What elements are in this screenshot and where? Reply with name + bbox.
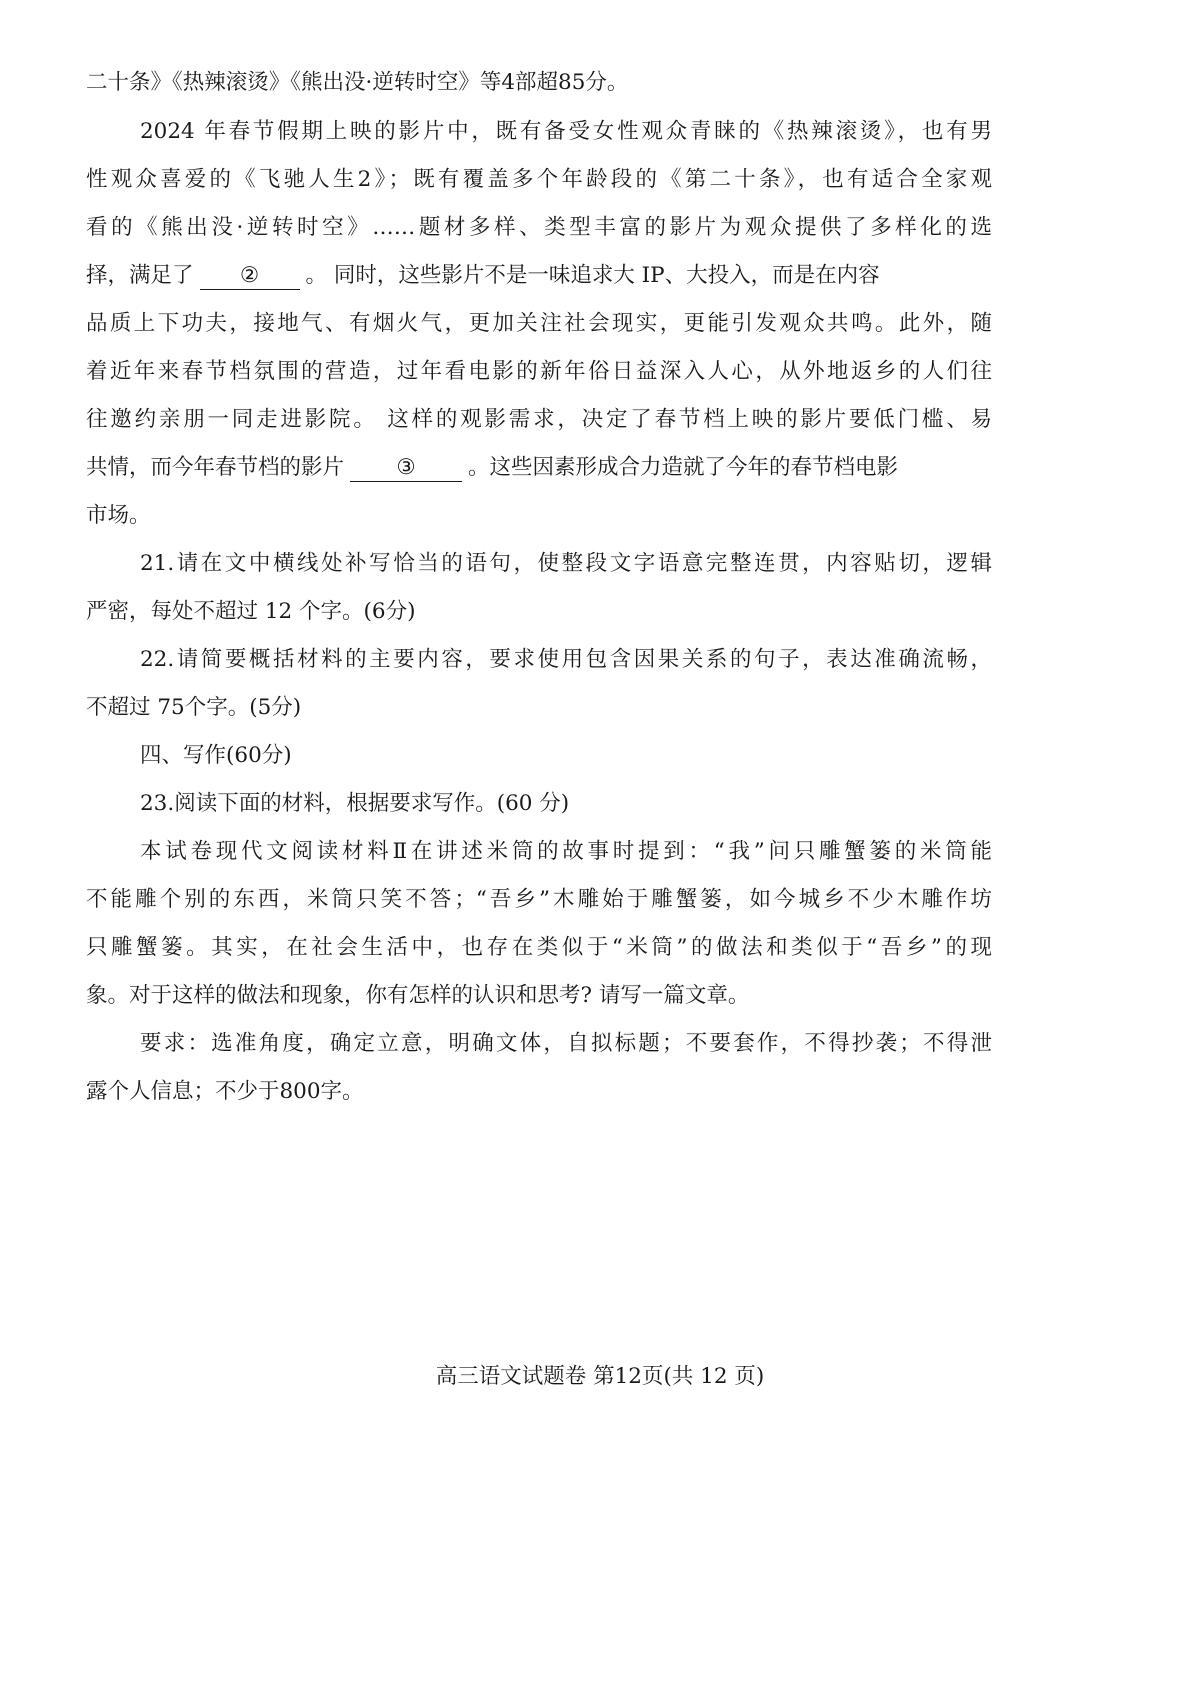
answer-blank-3: ③: [350, 455, 462, 482]
writing-requirements-line: 要求：选准角度，确定立意，明确文体，自拟标题；不要套作，不得抄袭；不得泄: [140, 1031, 992, 1056]
question-23-line: 只雕蟹篓。其实，在社会生活中，也存在类似于“米筒”的做法和类似于“吾乡”的现: [86, 935, 992, 960]
question-22-line: 不超过 75个字。(5分): [86, 695, 302, 720]
question-21-line: 21.请在文中横线处补写恰当的语句，使整段文字语意完整连贯，内容贴切，逻辑: [140, 551, 992, 576]
page-footer: 高三语文试题卷 第12页(共 12 页): [435, 1364, 765, 1389]
passage-line: 2024 年春节假期上映的影片中，既有备受女性观众青睐的《热辣滚烫》，也有男: [140, 119, 992, 144]
passage-line: 市场。: [86, 503, 151, 528]
question-23-title: 23.阅读下面的材料，根据要求写作。(60 分): [140, 791, 570, 816]
passage-line: 看的《熊出没·逆转时空》……题材多样、类型丰富的影片为观众提供了多样化的选: [86, 215, 992, 240]
passage-line-with-blank: [86, 453, 992, 483]
passage-continuation-line: 二十条》《热辣滚烫》《熊出没·逆转时空》等4部超85分。: [86, 70, 629, 95]
section-heading-writing: 四、写作(60分): [140, 743, 292, 768]
question-23-line: 本试卷现代文阅读材料Ⅱ在讲述米筒的故事时提到：“我”问只雕蟹篓的米筒能: [140, 839, 992, 864]
passage-line: 往邀约亲朋一同走进影院。 这样的观影需求，决定了春节档上映的影片要低门槛、易: [86, 407, 992, 432]
answer-blank-2: ②: [200, 263, 300, 290]
passage-line-with-blank: [86, 261, 992, 291]
passage-text: 共情，而今年春节档的影片: [86, 455, 345, 480]
question-23-line: 不能雕个别的东西，米筒只笑不答；“吾乡”木雕始于雕蟹篓，如今城乡不少木雕作坊: [86, 887, 992, 912]
writing-requirements-line: 露个人信息；不少于800字。: [86, 1079, 364, 1104]
question-21-line: 严密，每处不超过 12 个字。(6分): [86, 599, 416, 624]
passage-line: 品质上下功夫，接地气、有烟火气，更加关注社会现实，更能引发观众共鸣。此外，随: [86, 311, 992, 336]
passage-line: 性观众喜爱的《飞驰人生2》；既有覆盖多个年龄段的《第二十条》，也有适合全家观: [86, 167, 992, 192]
passage-text: 。 同时，这些影片不是一味追求大 IP、大投入，而是在内容: [305, 263, 880, 288]
passage-text: 。这些因素形成合力造就了今年的春节档电影: [468, 455, 899, 480]
passage-line: 着近年来春节档氛围的营造，过年看电影的新年俗日益深入人心，从外地返乡的人们往: [86, 359, 992, 384]
question-22-line: 22.请简要概括材料的主要内容，要求使用包含因果关系的句子，表达准确流畅，: [140, 647, 992, 672]
question-23-line: 象。对于这样的做法和现象，你有怎样的认识和思考? 请写一篇文章。: [86, 983, 750, 1008]
passage-text: 择，满足了: [86, 263, 194, 288]
